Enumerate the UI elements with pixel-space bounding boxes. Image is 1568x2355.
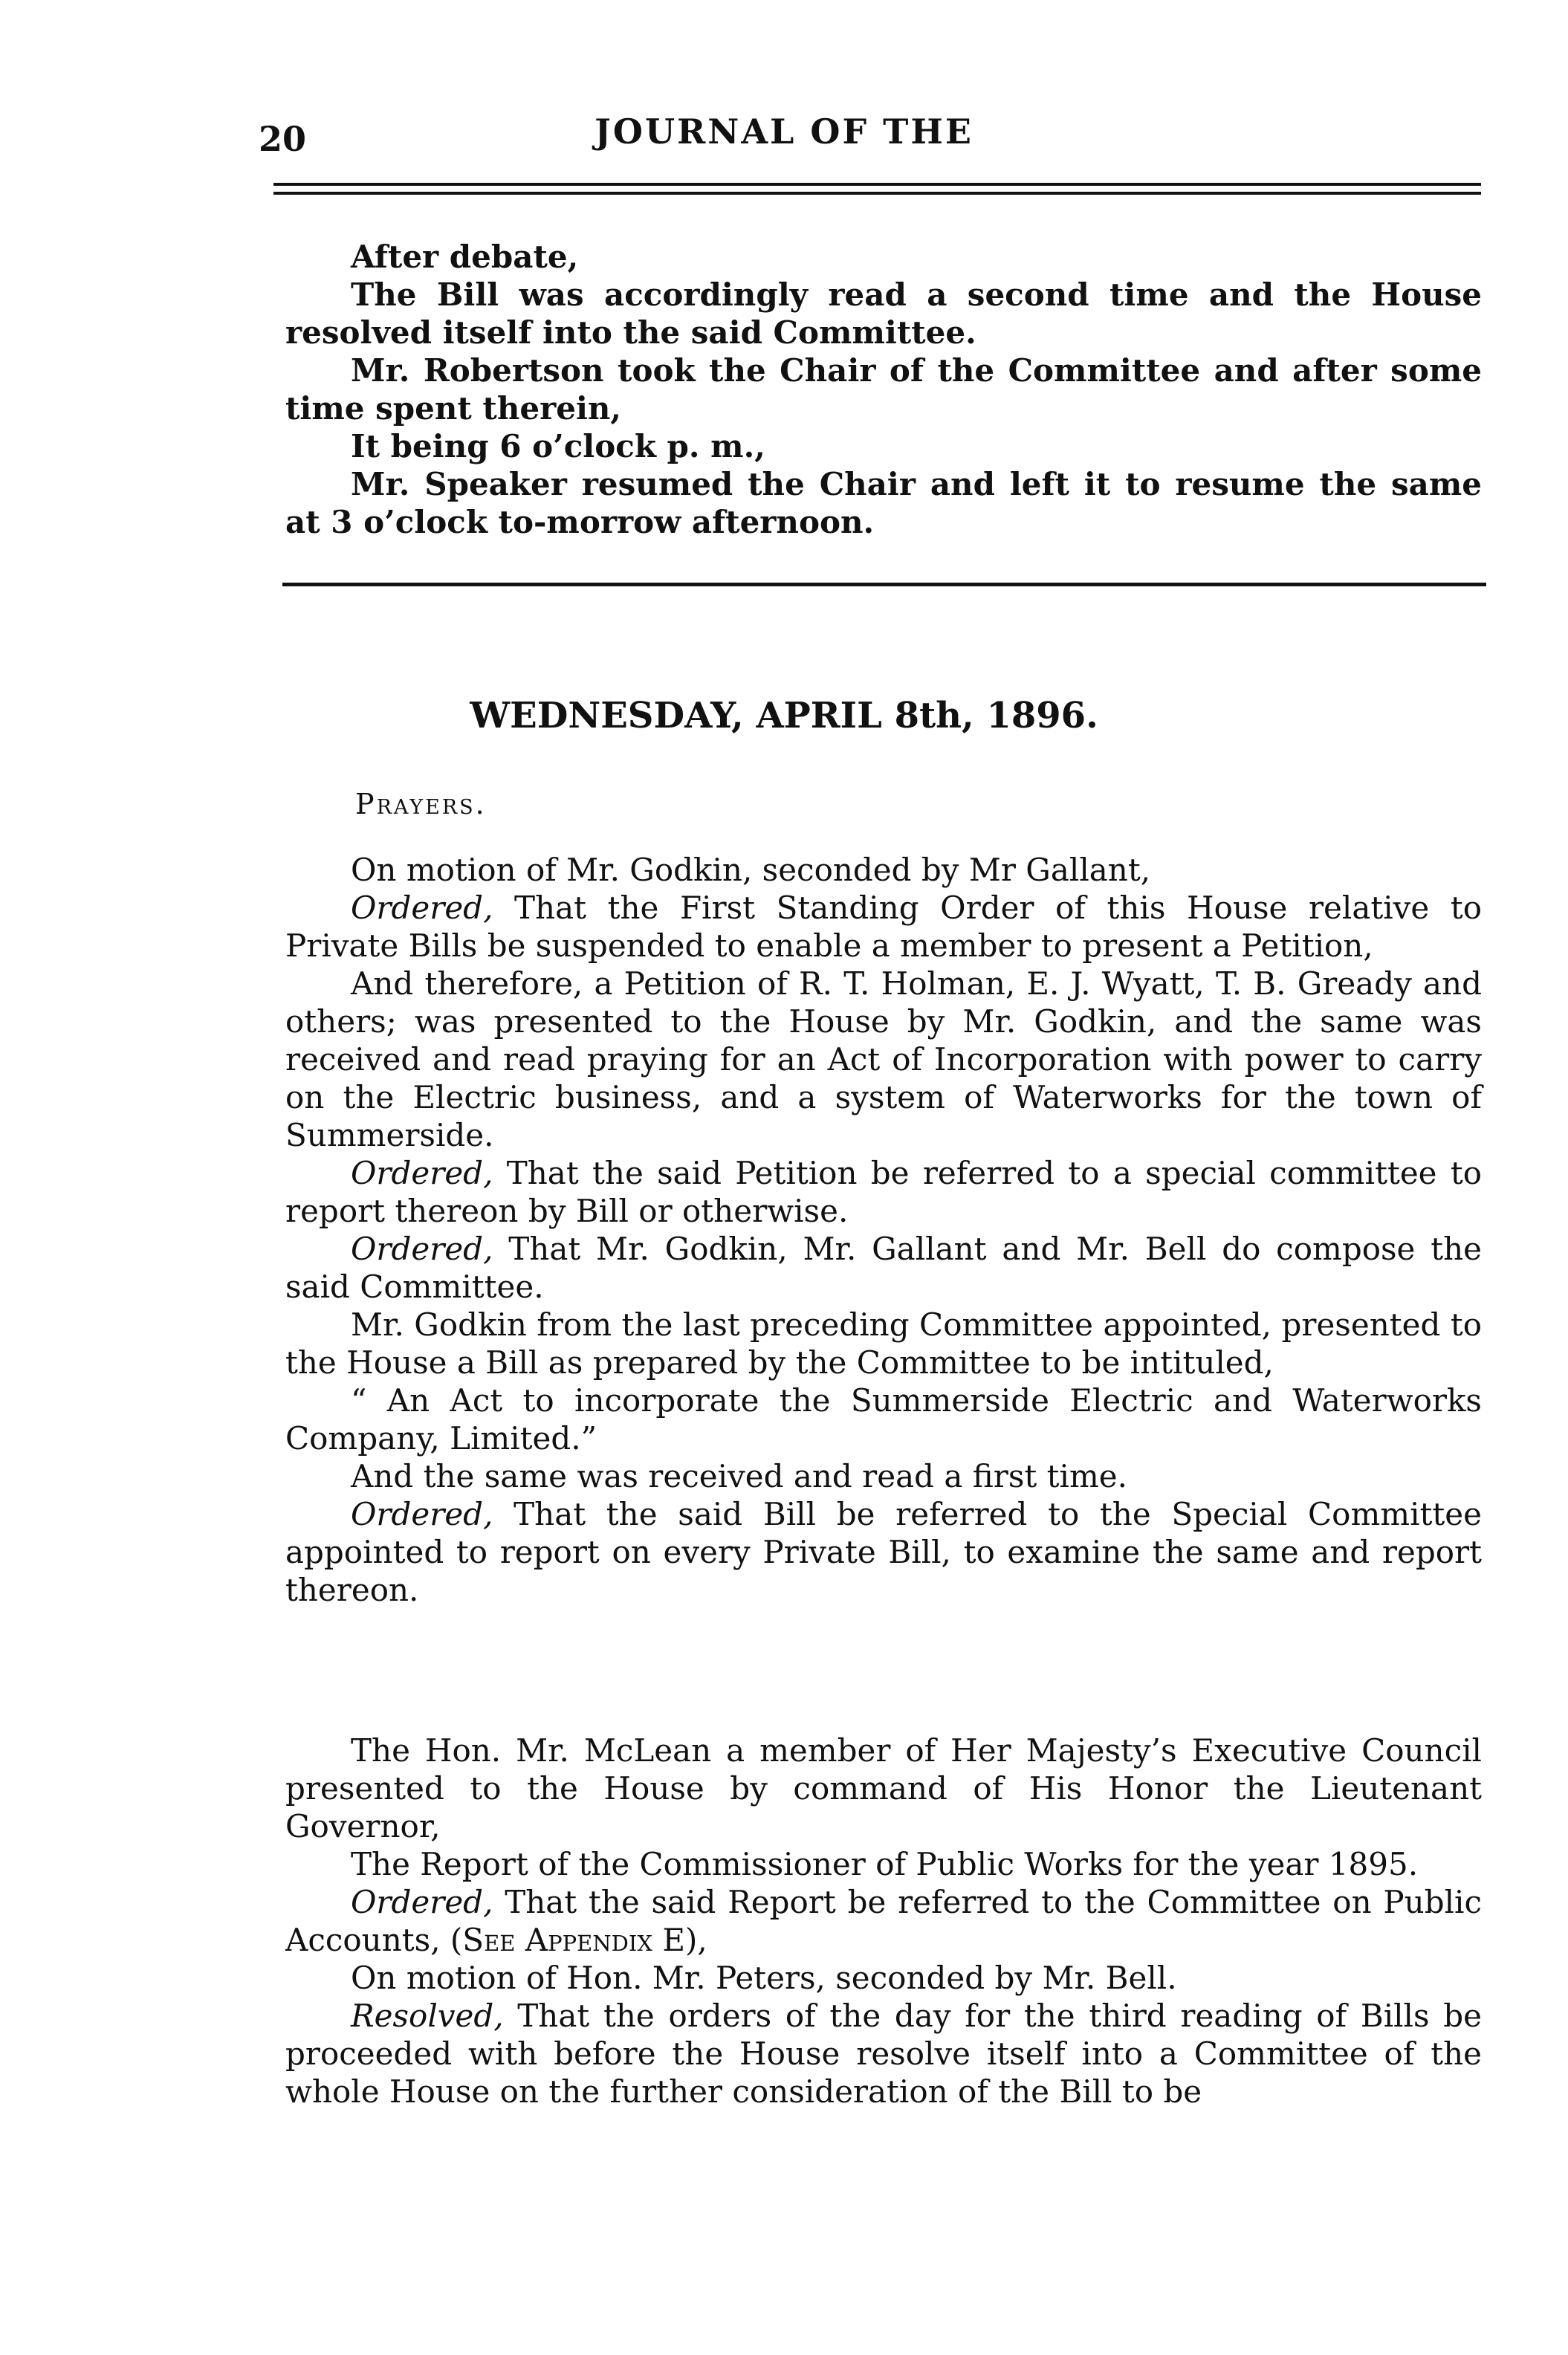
- appendix-reference: (See Appendix E),: [450, 1922, 707, 1958]
- paragraph-text: That the said Bill be referred to the Special Committee appointed to report on every Private Bill, to examine the same and report thereon.: [285, 1496, 1483, 1608]
- paragraph: It being 6 o’clock p. m.,: [351, 428, 765, 464]
- resolved-label: Resolved,: [351, 1998, 504, 2034]
- bill-title: “ An Act to incorporate the Summerside Electric and Waterworks Company, Limited.”: [285, 1382, 1482, 1457]
- section-wednesday-proceedings: [285, 851, 1482, 1609]
- paragraph: On motion of Mr. Godkin, seconded by Mr Gallant,: [351, 852, 1151, 888]
- ordered-label: Ordered,: [351, 1231, 493, 1267]
- running-title: JOURNAL OF THE: [595, 111, 973, 152]
- paragraph-text: That the First Standing Order of this House relative to Private Bills be suspended to enable a member to present a Petition,: [285, 890, 1483, 964]
- paragraph: Mr. Speaker resumed the Chair and left it to resume the same at 3 o’clock to-morrow afternoon.: [285, 466, 1482, 540]
- paragraph: Mr. Robertson took the Chair of the Committee and after some time spent therein,: [285, 352, 1482, 427]
- paragraph-text: That the orders of the day for the third reading of Bills be proceeded with before the House resolve itself into a Committee of the whole House on the further consideration of the Bill to be: [285, 1998, 1482, 2110]
- ordered-label: Ordered,: [351, 890, 493, 926]
- prayers-label: Prayers.: [355, 788, 487, 820]
- paragraph: The Bill was accordingly read a second time and the House resolved itself into the said Committee.: [285, 276, 1482, 351]
- header-rule-bottom: [273, 192, 1481, 195]
- paragraph-text: That Mr. Godkin, Mr. Gallant and Mr. Bell do compose the said Committee.: [285, 1231, 1482, 1305]
- paragraph: [285, 889, 1482, 965]
- section-report-proceedings: [285, 1732, 1482, 2111]
- ordered-label: Ordered,: [351, 1884, 493, 1920]
- paragraph-text: That the said Petition be referred to a special committee to report thereon by Bill or otherwise.: [285, 1155, 1482, 1229]
- paragraph: The Hon. Mr. McLean a member of Her Majesty’s Executive Council presented to the House by command of His Honor the Lieutenant Governor,: [285, 1732, 1482, 1844]
- paragraph: The Report of the Commissioner of Public Works for the year 1895.: [351, 1846, 1419, 1882]
- paragraph: And the same was received and read a first time.: [351, 1458, 1127, 1494]
- section-divider-rule: [282, 583, 1486, 586]
- header-rule-top: [273, 183, 1481, 186]
- paragraph: And therefore, a Petition of R. T. Holman, E. J. Wyatt, T. B. Gready and others; was presented to the House by Mr. Godkin, and the same was received and read praying for an Act of Incorporation with power to carry on the Electric business, and a system of Waterworks for the town of Summerside.: [285, 965, 1482, 1153]
- paragraph: [285, 1495, 1482, 1609]
- paragraph: [285, 1997, 1482, 2111]
- section-committee-proceedings: [285, 238, 1482, 541]
- paragraph: [285, 1154, 1482, 1230]
- paragraph: On motion of Hon. Mr. Peters, seconded by Mr. Bell.: [351, 1960, 1177, 1996]
- paragraph-text: That the said Report be referred to the Committee on Public Accounts,: [285, 1884, 1482, 1958]
- ordered-label: Ordered,: [351, 1155, 493, 1191]
- paragraph: [285, 1883, 1482, 1959]
- page-number: 20: [259, 119, 307, 159]
- paragraph: After debate,: [351, 239, 579, 275]
- paragraph: [285, 1230, 1482, 1306]
- ordered-label: Ordered,: [351, 1496, 493, 1532]
- date-heading: WEDNESDAY, APRIL 8th, 1896.: [470, 695, 1098, 736]
- paragraph: Mr. Godkin from the last preceding Committee appointed, presented to the House a Bill as prepared by the Committee to be intituled,: [285, 1306, 1482, 1381]
